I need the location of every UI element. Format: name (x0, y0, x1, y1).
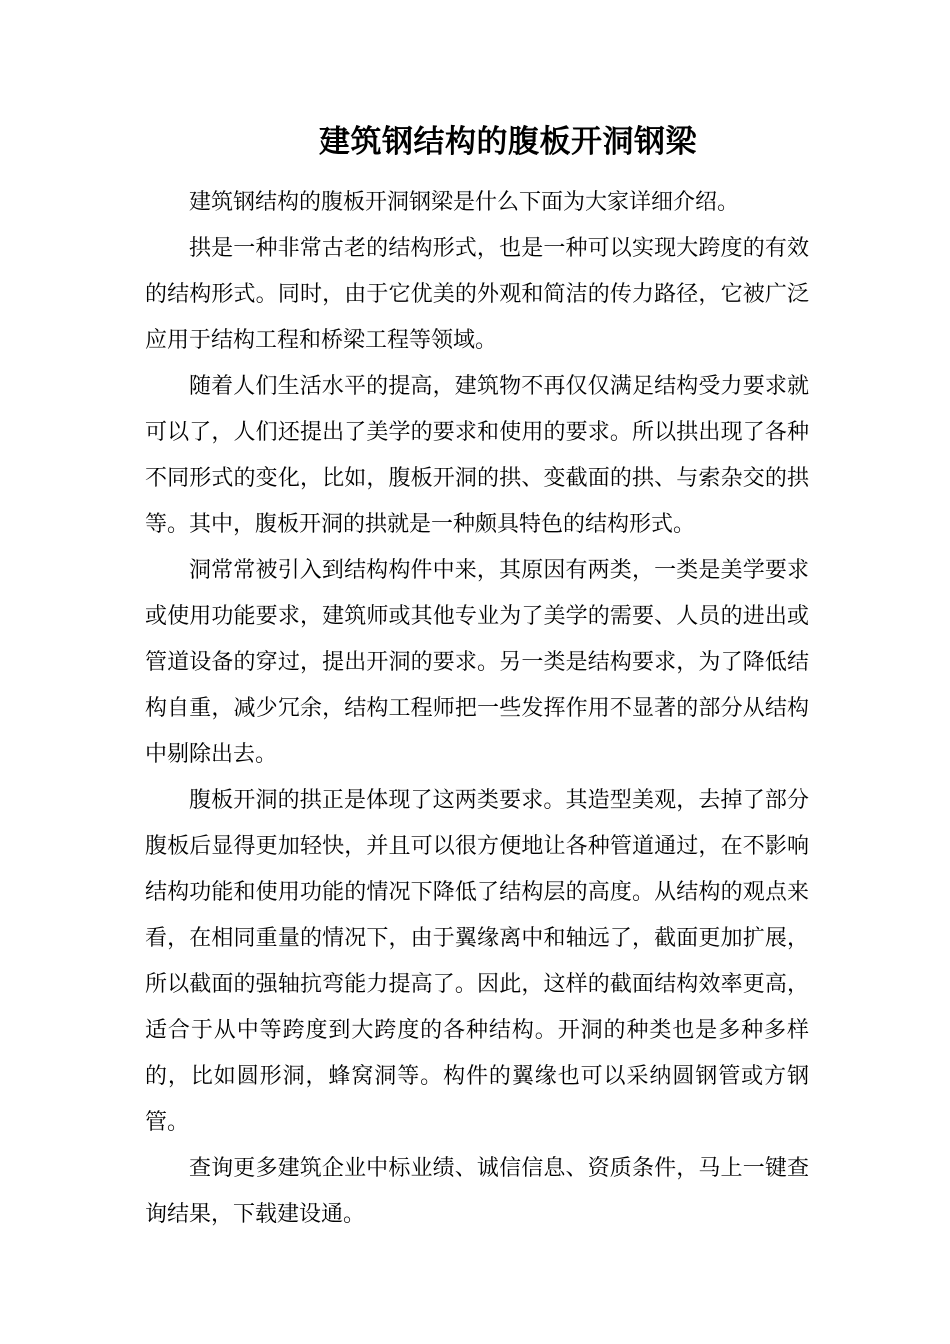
paragraph-aesthetics: 随着人们生活水平的提高，建筑物不再仅仅满足结构受力要求就可以了，人们还提出了美学的要求和使用的要求。所以拱出现了各种不同形式的变化，比如，腹板开洞的拱、变截面的拱、与索杂交的拱等。其中，腹板开洞的拱就是一种颇具特色的结构形式。 (145, 374, 809, 537)
paragraph-opening-reasons: 洞常常被引入到结构构件中来，其原因有两类，一类是美学要求或使用功能要求，建筑师或其他专业为了美学的需要、人员的进出或管道设备的穿过，提出开洞的要求。另一类是结构要求，为了降低结构自重，减少冗余，结构工程师把一些发挥作用不显著的部分从结构中剔除出去。 (145, 558, 809, 767)
document-body (145, 180, 809, 1238)
paragraph-arch-form: 拱是一种非常古老的结构形式，也是一种可以实现大跨度的有效的结构形式。同时，由于它优美的外观和简洁的传力路径，它被广泛应用于结构工程和桥梁工程等领域。 (145, 236, 809, 353)
paragraph-web-opening-benefits: 腹板开洞的拱正是体现了这两类要求。其造型美观，去掉了部分腹板后显得更加轻快，并且可以很方便地让各种管道通过，在不影响结构功能和使用功能的情况下降低了结构层的高度。从结构的观点来看，在相同重量的情况下，由于翼缘离中和轴远了，截面更加扩展，所以截面的强轴抗弯能力提高了。因此，这样的截面结构效率更高，适合于从中等跨度到大跨度的各种结构。开洞的种类也是多种多样的，比如圆形洞，蜂窝洞等。构件的翼缘也可以采纳圆钢管或方钢管。 (145, 788, 809, 1135)
paragraph-intro: 建筑钢结构的腹板开洞钢梁是什么下面为大家详细介绍。 (189, 190, 740, 215)
paragraph-closing: 查询更多建筑企业中标业绩、诚信信息、资质条件，马上一键查询结果，下载建设通。 (145, 1156, 809, 1227)
document-title: 建筑钢结构的腹板开洞钢梁 (319, 124, 697, 160)
